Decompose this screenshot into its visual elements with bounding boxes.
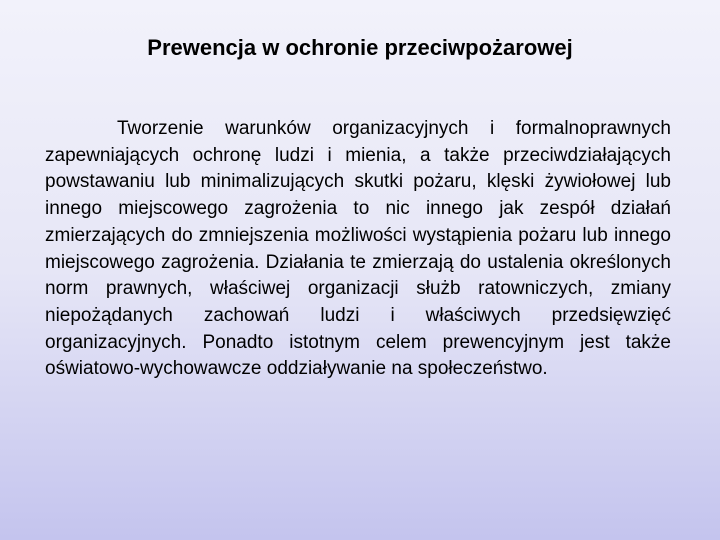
slide-title: Prewencja w ochronie przeciwpożarowej	[147, 35, 573, 60]
slide-body-text: Tworzenie warunków organizacyjnych i formalnoprawnych zapewniających ochronę ludzi i mienia, a także przeciwdziałających powstawaniu lub minimalizujących skutki pożaru, klęski żywiołowej lub innego miejscowego zagrożenia to nic innego jak zespół działań zmierzających do zmniejszenia możliwości wystąpienia pożaru lub innego miejscowego zagrożenia. Działania te zmierzają do ustalenia określonych norm prawnych, właściwej organizacji służb ratowniczych, zmiany niepożądanych zachowań ludzi i właściwych przedsięwzięć organizacyjnych. Ponadto istotnym celem prewencyjnym jest także oświatowo-wychowawcze oddziaływanie na społeczeństwo.	[45, 118, 671, 380]
